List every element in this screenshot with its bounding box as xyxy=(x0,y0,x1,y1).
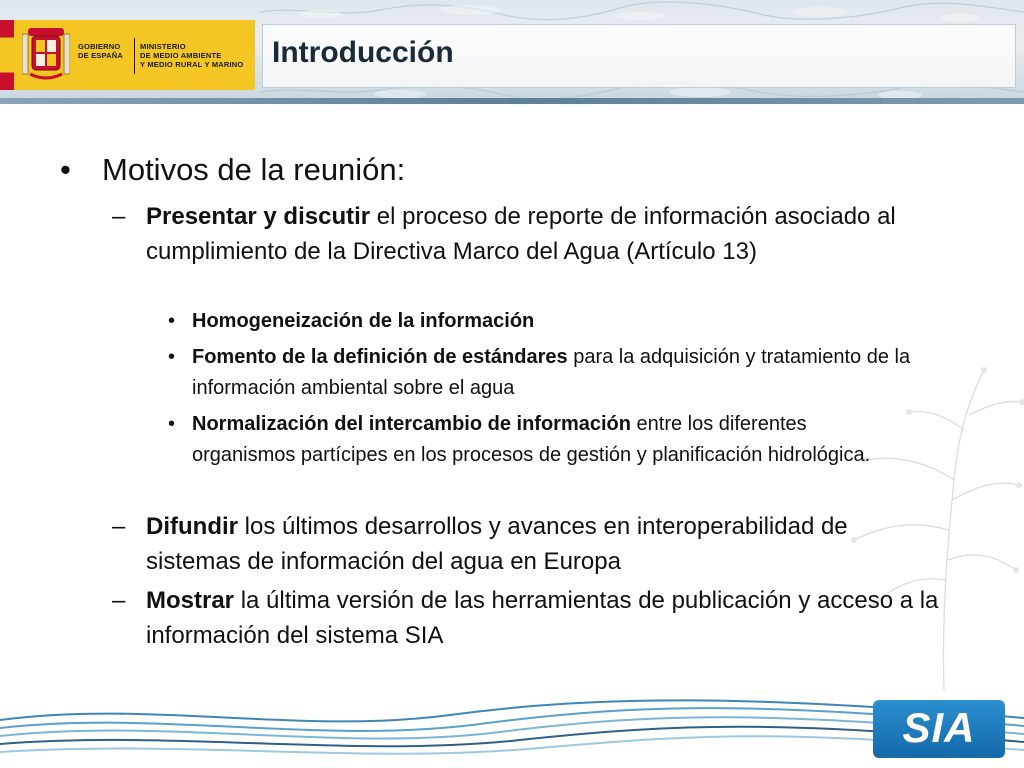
header-banner xyxy=(0,0,1024,104)
item-rest: la última versión de las herramientas de publicación y acceso a la información del sistema SIA xyxy=(146,587,939,649)
spain-flag-stripe xyxy=(0,20,14,90)
gobierno-label: GOBIERNO DE ESPAÑA xyxy=(78,42,124,60)
page-title: Introducción xyxy=(272,36,454,69)
dot-marker: • xyxy=(168,310,176,332)
sia-logo-label: SIA xyxy=(902,704,976,751)
dot-marker: • xyxy=(168,346,176,368)
coat-of-arms-icon xyxy=(22,26,70,84)
sia-logo xyxy=(873,700,1005,758)
government-logo xyxy=(0,20,255,90)
ministerio-label: MINISTERIO DE MEDIO AMBIENTE Y MEDIO RURAL Y MARINO xyxy=(140,42,244,69)
bullet-main-text: Motivos de la reunión: xyxy=(102,152,406,187)
bold-phrase: Mostrar xyxy=(146,587,235,614)
bullet-dot: • xyxy=(60,152,71,187)
bold-phrase: Presentar y discutir xyxy=(146,203,371,230)
sub-item-text xyxy=(146,509,946,579)
bold-phrase: Homogeneización de la información xyxy=(192,310,535,332)
sub-sub-item-text xyxy=(192,306,912,337)
sub-sub-item-text xyxy=(192,409,912,471)
footer-wave-lines xyxy=(0,690,1024,768)
dot-marker: • xyxy=(168,413,176,435)
item-rest: para la adquisición y tratamiento de la información ambiental sobre el agua xyxy=(192,346,911,399)
dash-marker: – xyxy=(112,587,126,614)
logo-separator xyxy=(134,38,135,74)
bold-phrase: Difundir xyxy=(146,513,238,540)
sub-item-text xyxy=(146,199,946,269)
item-rest: los últimos desarrollos y avances en interoperabilidad de sistemas de información del agua en Europa xyxy=(146,513,848,575)
header-divider-line xyxy=(0,98,1024,104)
sub-sub-item-text xyxy=(192,342,912,404)
item-rest: entre los diferentes organismos partícipes en los procesos de gestión y planificación hidrológica. xyxy=(192,413,871,466)
sub-item-text xyxy=(146,583,946,653)
bold-phrase: Fomento de la definición de estándares xyxy=(192,346,568,368)
bold-phrase: Normalización del intercambio de información xyxy=(192,413,631,435)
dash-marker: – xyxy=(112,203,126,230)
item-rest: el proceso de reporte de información asociado al cumplimiento de la Directiva Marco del Agua (Artículo 13) xyxy=(146,203,896,265)
dash-marker: – xyxy=(112,513,126,540)
